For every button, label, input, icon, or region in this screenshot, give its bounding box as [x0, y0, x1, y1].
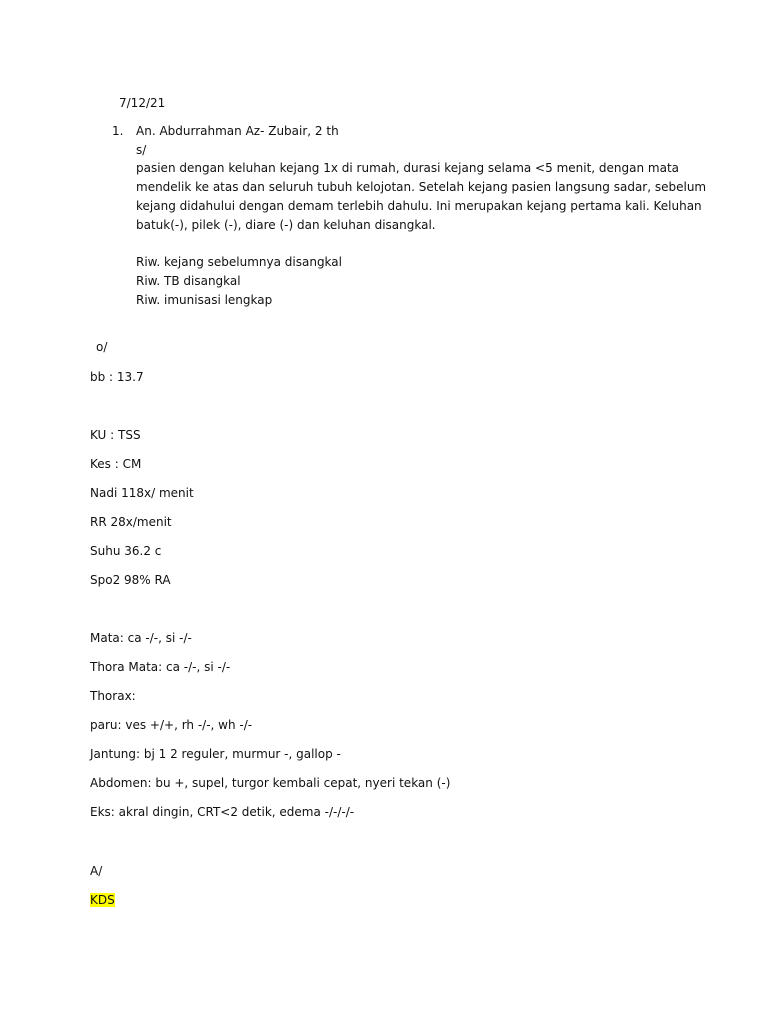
objective-label: o/	[96, 340, 108, 354]
subjective-label: s/	[136, 143, 147, 157]
history-line: Riw. TB disangkal	[136, 274, 241, 288]
diagnosis-row	[90, 892, 115, 908]
history-line: Riw. kejang sebelumnya disangkal	[136, 255, 342, 269]
oxygen-saturation: Spo2 98% RA	[90, 573, 171, 587]
thora-eye-exam: Thora Mata: ca -/-, si -/-	[90, 660, 231, 674]
complaint-line: kejang didahului dengan demam terlebih dahulu. Ini merupakan kejang pertama kali. Keluhan	[136, 199, 702, 213]
consciousness: Kes : CM	[90, 457, 142, 471]
heart-exam: Jantung: bj 1 2 reguler, murmur -, gallop -	[90, 747, 341, 761]
lung-exam: paru: ves +/+, rh -/-, wh -/-	[90, 718, 253, 732]
patient-name-line: An. Abdurrahman Az- Zubair, 2 th	[136, 124, 339, 138]
pulse-rate: Nadi 118x/ menit	[90, 486, 194, 500]
general-condition: KU : TSS	[90, 428, 141, 442]
thorax-label: Thorax:	[90, 689, 136, 703]
eye-exam: Mata: ca -/-, si -/-	[90, 631, 192, 645]
temperature: Suhu 36.2 c	[90, 544, 162, 558]
complaint-line: mendelik ke atas dan seluruh tubuh kelojotan. Setelah kejang pasien langsung sadar, sebelum	[136, 180, 707, 194]
complaint-line: batuk(-), pilek (-), diare (-) dan keluhan disangkal.	[136, 218, 436, 232]
list-number: 1.	[112, 124, 124, 138]
assessment-label: A/	[90, 864, 103, 878]
complaint-line: pasien dengan keluhan kejang 1x di rumah, durasi kejang selama <5 menit, dengan mata	[136, 161, 680, 175]
note-date: 7/12/21	[119, 96, 166, 110]
extremities-exam: Eks: akral dingin, CRT<2 detik, edema -/-/-/-	[90, 805, 355, 819]
history-line: Riw. imunisasi lengkap	[136, 293, 273, 307]
abdomen-exam: Abdomen: bu +, supel, turgor kembali cepat, nyeri tekan (-)	[90, 776, 451, 790]
respiratory-rate: RR 28x/menit	[90, 515, 172, 529]
diagnosis-highlight: KDS	[90, 893, 115, 907]
body-weight: bb : 13.7	[90, 370, 144, 384]
